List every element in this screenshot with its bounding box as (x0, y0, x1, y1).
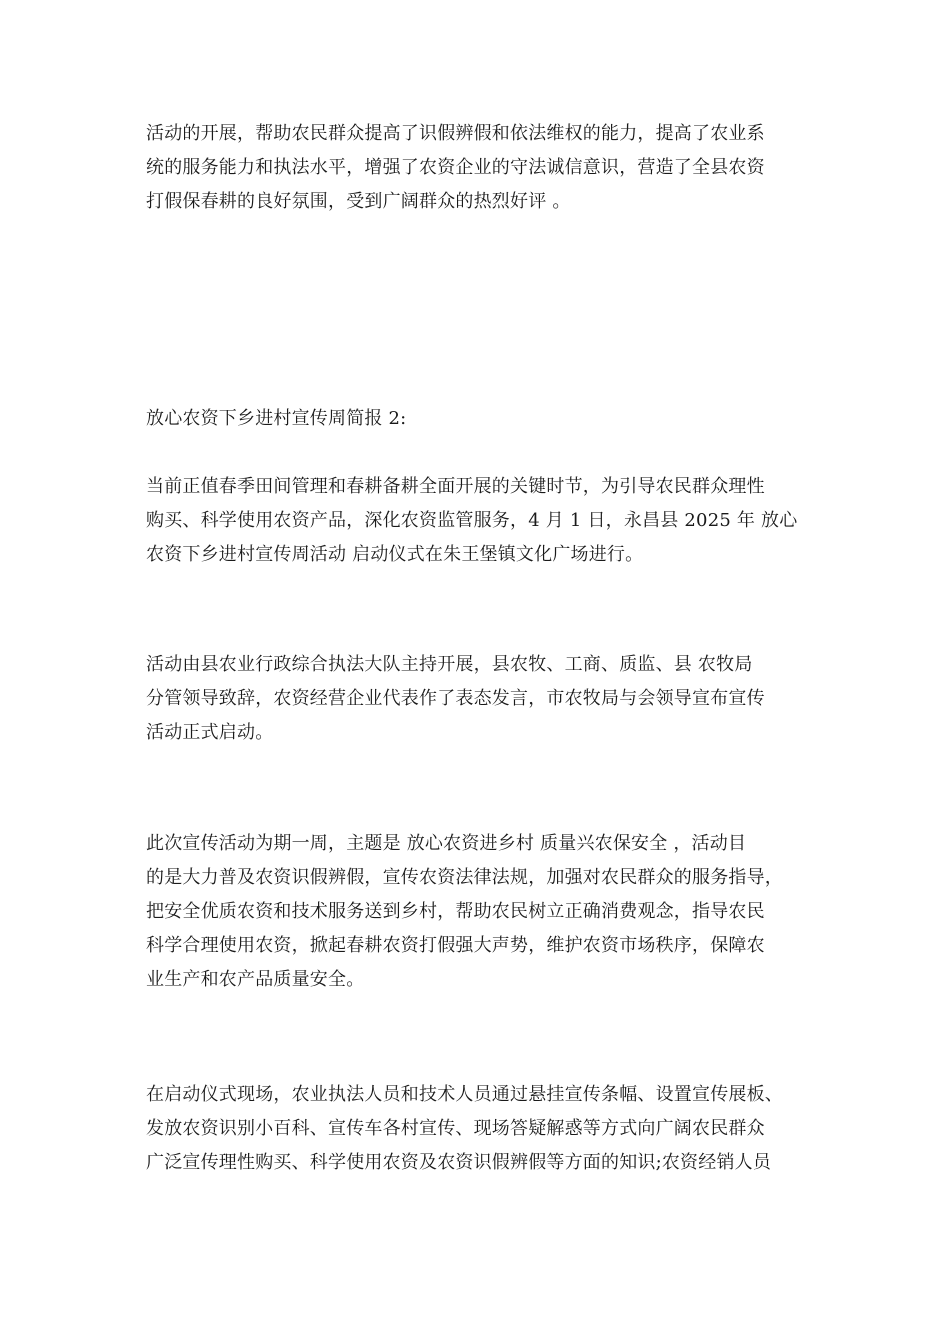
text-line: 活动的开展，帮助农民群众提高了识假辨假和依法维权的能力，提高了农业系 (146, 123, 765, 144)
text-line: 在启动仪式现场，农业执法人员和技术人员通过悬挂宣传条幅、设置宣传展板、 (146, 1084, 783, 1105)
text-line: 统的服务能力和执法水平，增强了农资企业的守法诚信意识，营造了全县农资 (146, 157, 765, 178)
text-line: 购买、科学使用农资产品，深化农资监管服务，4 月 1 日，永昌县 2025 年 放心 (146, 510, 798, 531)
text-line: 农资下乡进村宣传周活动 启动仪式在朱王堡镇文化广场进行。 (146, 544, 644, 565)
text-line: 广泛宣传理性购买、科学使用农资及农资识假辨假等方面的知识;农资经销人员 (146, 1152, 772, 1173)
paragraph-launch-ceremony (146, 470, 826, 572)
text-line: 活动正式启动。 (146, 722, 274, 743)
paragraph-campaign-theme (146, 827, 826, 997)
text-line: 科学合理使用农资，掀起春耕农资打假强大声势，维护农资市场秩序，保障农 (146, 935, 765, 956)
heading-line: 放心农资下乡进村宣传周简报 2: (146, 408, 407, 429)
text-line: 打假保春耕的良好氛围，受到广阔群众的热烈好评 。 (146, 191, 571, 212)
paragraph-hosting-organization (146, 648, 826, 750)
text-line: 把安全优质农资和技术服务送到乡村，帮助农民树立正确消费观念，指导农民 (146, 901, 765, 922)
text-line: 当前正值春季田间管理和春耕备耕全面开展的关键时节，为引导农民群众理性 (146, 476, 765, 497)
text-line: 此次宣传活动为期一周，主题是 放心农资进乡村 质量兴农保安全 ，活动目 (146, 833, 747, 854)
section-heading-briefing-2 (146, 402, 826, 436)
paragraph-onsite-publicity (146, 1078, 826, 1180)
text-line: 分管领导致辞，农资经营企业代表作了表态发言，市农牧局与会领导宣布宣传 (146, 688, 765, 709)
paragraph-activity-results (146, 117, 826, 219)
text-line: 业生产和农产品质量安全。 (146, 969, 365, 990)
text-line: 的是大力普及农资识假辨假，宣传农资法律法规，加强对农民群众的服务指导， (146, 867, 783, 888)
text-line: 活动由县农业行政综合执法大队主持开展，县农牧、工商、质监、县 农牧局 (146, 654, 753, 675)
text-line: 发放农资识别小百科、宣传车各村宣传、现场答疑解惑等方式向广阔农民群众 (146, 1118, 765, 1139)
